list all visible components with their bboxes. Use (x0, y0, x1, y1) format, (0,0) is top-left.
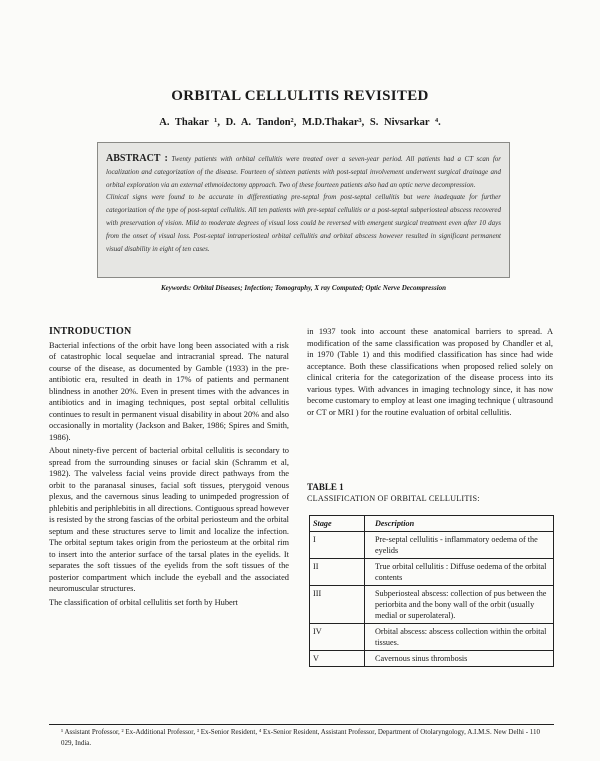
table-row (310, 624, 554, 651)
stage-cell: I (310, 532, 365, 559)
abstract-box (97, 142, 510, 278)
stage-cell: II (310, 559, 365, 586)
table-row (310, 532, 554, 559)
description-column-header: Description (365, 516, 554, 532)
abstract-text-1: Twenty patients with orbital cellulitis were treated over a seven-year period. All patients had a CT scan for localization and categorization of the disease. Fourteen of sixteen patients with post-septal involvement underwent surgical drainage and orbital exploration via an external ethmoidectomy approach. Two of these fourteen patients also had an optic nerve decompression. (106, 155, 501, 189)
paper-title: ORBITAL CELLULITIS REVISITED (171, 88, 429, 104)
table-row (310, 651, 554, 667)
intro-paragraph-3: The classification of orbital cellulitis set forth by Hubert (49, 597, 238, 607)
stage-column-header: Stage (310, 516, 365, 532)
table-heading: TABLE 1 (307, 482, 344, 492)
table-row (310, 559, 554, 586)
description-cell: Orbital abscess: abscess collection within the orbital tissues. (365, 624, 554, 651)
footnote-divider (49, 724, 554, 725)
classification-table (309, 515, 554, 667)
table-row (310, 586, 554, 624)
abstract-paragraph-2: Clinical signs were found to be accurate in differentiating pre-septal from post-septal cellulitis but were inadequate for further categorization of the type of post-septal cellulitis. All ten patients with pre-septal cellulitis or a post-septal subperiosteal abscess recovered with preservation of vision. Mild to moderate degrees of visual loss could be reversed with emergent surgical treatment even after 10 days from the onset of visual loss. Post-septal intraperiosteal orbital cellulitis and orbital abscess however resulted in significant permanent visual disability in eight of ten cases. (106, 193, 501, 253)
abstract-label: ABSTRACT : (106, 153, 168, 164)
left-column (49, 326, 289, 610)
description-cell: Pre-septal cellulitis - inflammatory oedema of the eyelids (365, 532, 554, 559)
intro-paragraph-1: Bacterial infections of the orbit have long been associated with a risk of catastrophic local sequelae and intracranial spread. The natural course of the disease, as documented by Gamble (1933) in the pre-antibiotic era, resulted in death in 17% of patients and permanent blindness in another 20%. Even in present times with the advances in antibiotics and in imaging techniques, post septal orbital cellulitis continues to result in permanent visual disability in about 20% and also occasionally in mortality (Jackson and Baker, 1986; Spires and Smith, 1986). (49, 340, 289, 442)
stage-cell: III (310, 586, 365, 624)
intro-paragraph-2: About ninety-five percent of bacterial orbital cellulitis is secondary to spread from the surrounding sinuses or facial skin (Schramm et al, 1982). The valveless facial veins provide direct pathways from the orbit to the paranasal sinuses, facial soft tissues, pterygoid venous plexus, and the cavernous sinus leading to unimpeded progression of phlebitis and periphlebitis in all directions. Contiguous spread however is resisted by the strong fascias of the orbital periosteum and the orbital septum and these structures serve to limit and localize the infection. The orbital septum takes origin from the periosteum at the orbital rim to insert into the anterior surface of the tarsal plates in the eyelids. It separates the soft tissues of the eyelids from the soft tissues of the posterior compartment which include the eyeball and the associated neuromuscular structures. (49, 446, 289, 593)
description-cell: Cavernous sinus thrombosis (365, 651, 554, 667)
introduction-heading: INTRODUCTION (49, 326, 132, 337)
table-caption: CLASSIFICATION OF ORBITAL CELLULITIS: (307, 494, 480, 503)
description-cell: Subperiosteal abscess: collection of pus between the periorbita and the bony wall of the orbit (usually medial or superolateral). (365, 586, 554, 624)
keywords: Keywords: Orbital Diseases; Infection; Tomography, X ray Computed; Optic Nerve Decompression (160, 284, 447, 292)
stage-cell: IV (310, 624, 365, 651)
description-cell: True orbital cellulitis : Diffuse oedema of the orbital contents (365, 559, 554, 586)
right-column (307, 326, 553, 420)
abstract-paragraph-1 (106, 153, 501, 191)
stage-cell: V (310, 651, 365, 667)
table-header-row (310, 516, 554, 532)
author-list: A. Thakar ¹, D. A. Tandon², M.D.Thakar³, S. Nivsarkar ⁴. (159, 117, 441, 128)
author-affiliations-footnote: ¹ Assistant Professor, ² Ex-Additional Professor, ³ Ex-Senior Resident, ⁴ Ex-Senior Resident, Assistant Professor, Department of Otolaryngology, A.I.M.S. New Delhi - 110 029, India. (61, 728, 541, 747)
intro-paragraph-4: in 1937 took into account these anatomical barriers to spread. A modification of the same classification was proposed by Chandler et al, in 1970 (Table 1) and this modified classification has since had wide acceptance. Both these classifications when proposed relied solely on clinical criteria for the categorization of the disease process into its various types. With advances in imaging technology since, it has now become customary to employ at least one imaging technique ( ultrasound or CT or MRI ) for the routine evaluation of orbital cellulitis. (307, 327, 553, 417)
